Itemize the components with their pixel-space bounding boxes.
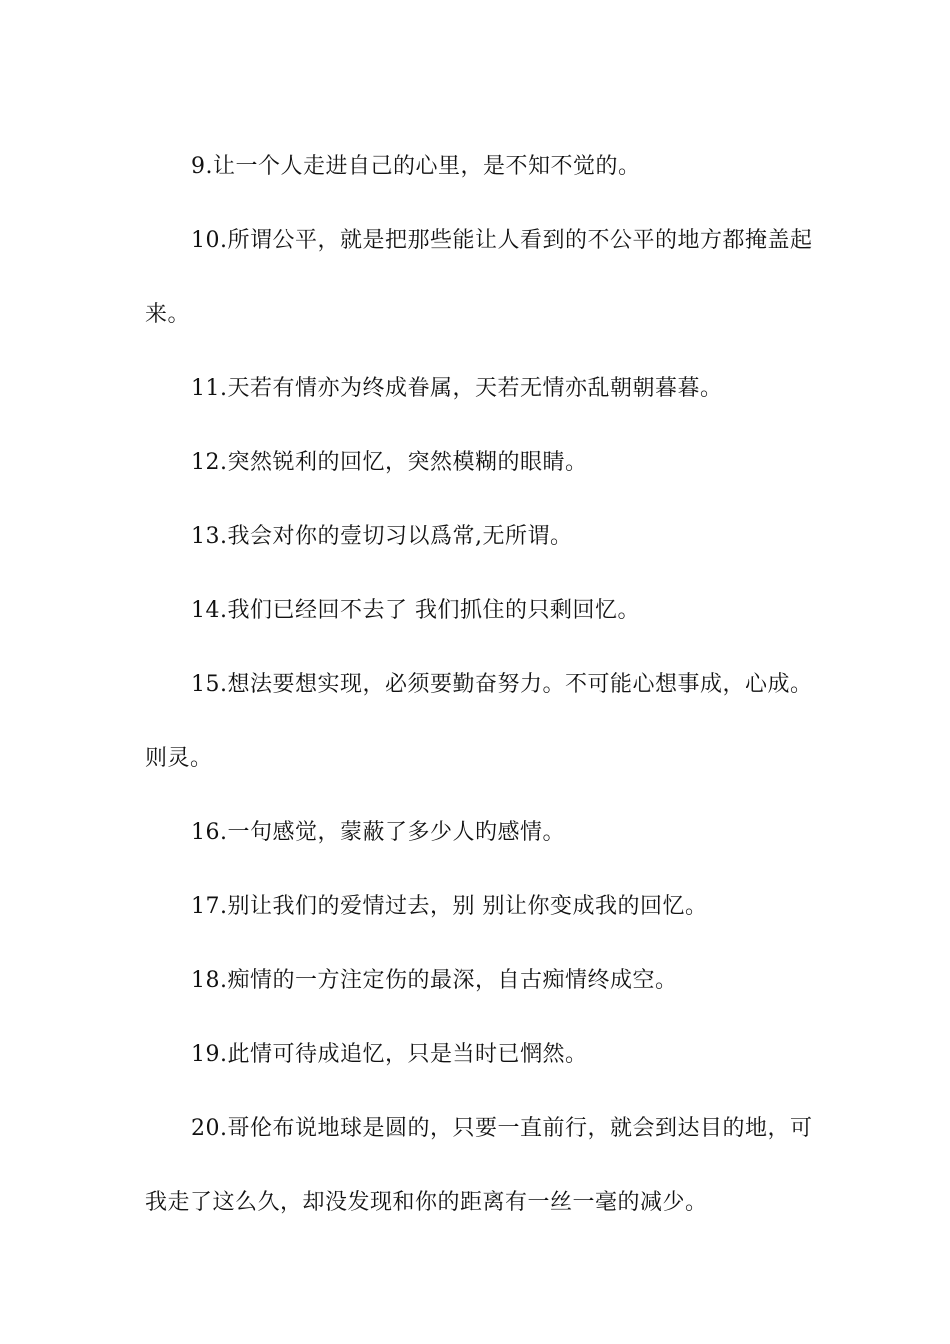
list-item: 16.一句感觉，蒙蔽了多少人旳感情。 (191, 820, 565, 845)
list-item: 19.此情可待成追忆，只是当时已惘然。 (191, 1042, 588, 1067)
list-item: 11.天若有情亦为终成眷属，天若无情亦乱朝朝暮暮。 (191, 376, 723, 401)
list-item: 17.别让我们的爱情过去，别 别让你变成我的回忆。 (191, 894, 708, 919)
document-body (145, 130, 825, 1240)
list-item: 12.突然锐利的回忆，突然模糊的眼睛。 (191, 450, 588, 475)
list-item: 18.痴情的一方注定伤的最深，自古痴情终成空。 (191, 968, 678, 993)
list-item: 14.我们已经回不去了 我们抓住的只剩回忆。 (191, 598, 640, 623)
list-item: 20.哥伦布说地球是圆的，只要一直前行，就会到达目的地，可我走了这么久，却没发现和你的距离有一丝一毫的减少。 (145, 1116, 813, 1215)
list-item: 10.所谓公平，就是把那些能让人看到的不公平的地方都掩盖起来。 (145, 228, 813, 327)
list-item: 9.让一个人走进自己的心里，是不知不觉的。 (191, 154, 641, 179)
list-item: 15.想法要想实现，必须要勤奋努力。不可能心想事成，心成。则灵。 (145, 672, 813, 771)
list-item: 13.我会对你的壹切习以爲常,无所谓。 (191, 524, 573, 549)
